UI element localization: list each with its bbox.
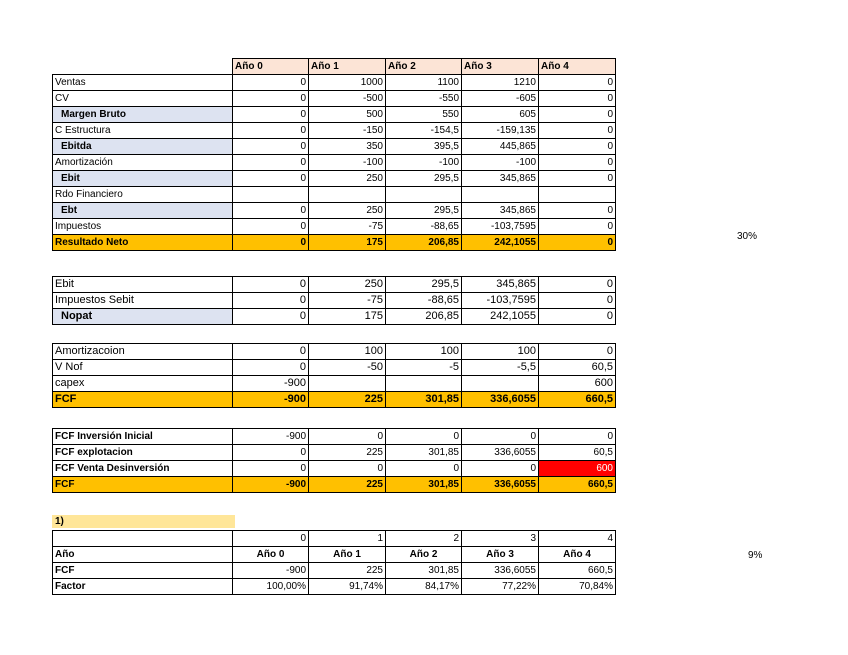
value-cell[interactable]: 0 — [233, 139, 309, 155]
value-cell[interactable]: 345,865 — [462, 171, 539, 187]
value-cell[interactable]: 175 — [309, 309, 386, 325]
value-cell[interactable]: -103,7595 — [462, 219, 539, 235]
section-1-label: 1) — [52, 515, 235, 528]
value-cell[interactable]: 250 — [309, 277, 386, 293]
value-cell[interactable]: 0 — [539, 139, 616, 155]
table-row — [53, 171, 616, 187]
row-label[interactable]: Ebit — [53, 171, 233, 187]
value-cell[interactable]: 600 — [539, 461, 616, 477]
value-cell[interactable]: -100 — [309, 155, 386, 171]
column-header[interactable]: Año 2 — [386, 59, 462, 75]
value-cell[interactable]: 660,5 — [539, 477, 616, 493]
period-cell[interactable]: 2 — [386, 531, 462, 547]
row-label[interactable]: FCF — [53, 563, 233, 579]
row-label[interactable]: Ebitda — [53, 139, 233, 155]
row-label[interactable]: Margen Bruto — [53, 107, 233, 123]
row-label[interactable]: FCF Inversión Inicial — [53, 429, 233, 445]
value-cell[interactable] — [309, 187, 386, 203]
value-cell[interactable]: 0 — [233, 91, 309, 107]
row-label[interactable]: Factor — [53, 579, 233, 595]
table-row — [53, 547, 616, 563]
table-row — [53, 429, 616, 445]
row-label[interactable]: CV — [53, 91, 233, 107]
value-cell[interactable]: -150 — [309, 123, 386, 139]
value-cell[interactable]: Año 3 — [462, 547, 539, 563]
value-cell[interactable]: 0 — [462, 429, 539, 445]
value-cell[interactable]: 0 — [233, 309, 309, 325]
row-label[interactable]: Resultado Neto — [53, 235, 233, 251]
value-cell[interactable]: 295,5 — [386, 171, 462, 187]
value-cell[interactable]: 550 — [386, 107, 462, 123]
value-cell[interactable]: 84,17% — [386, 579, 462, 595]
value-cell[interactable]: -900 — [233, 392, 309, 408]
value-cell[interactable]: 206,85 — [386, 309, 462, 325]
row-label[interactable]: Ventas — [53, 75, 233, 91]
fcf-table — [52, 343, 616, 408]
blank-cell[interactable] — [53, 531, 233, 547]
value-cell[interactable]: 350 — [309, 139, 386, 155]
value-cell[interactable]: 345,865 — [462, 277, 539, 293]
value-cell[interactable]: 0 — [233, 219, 309, 235]
fcf-breakdown-table — [52, 428, 616, 493]
column-header[interactable]: Año 3 — [462, 59, 539, 75]
value-cell[interactable]: 1100 — [386, 75, 462, 91]
value-cell[interactable]: 250 — [309, 203, 386, 219]
value-cell[interactable]: 0 — [539, 219, 616, 235]
value-cell[interactable]: 301,85 — [386, 563, 462, 579]
value-cell[interactable]: -5 — [386, 360, 462, 376]
value-cell[interactable]: 660,5 — [539, 392, 616, 408]
row-label[interactable]: Ebit — [53, 277, 233, 293]
value-cell[interactable]: 0 — [233, 344, 309, 360]
column-header[interactable]: Año 0 — [233, 59, 309, 75]
row-label[interactable]: FCF — [53, 392, 233, 408]
value-cell[interactable]: 242,1055 — [462, 235, 539, 251]
row-label[interactable]: C Estructura — [53, 123, 233, 139]
value-cell[interactable]: -88,65 — [386, 293, 462, 309]
value-cell[interactable]: 0 — [539, 91, 616, 107]
row-label[interactable]: Rdo Financiero — [53, 187, 233, 203]
table-row — [53, 277, 616, 293]
header-row — [53, 59, 616, 75]
row-label[interactable]: FCF — [53, 477, 233, 493]
table-row — [53, 75, 616, 91]
value-cell[interactable]: 100 — [386, 344, 462, 360]
table-row — [53, 235, 616, 251]
value-cell[interactable]: 0 — [539, 171, 616, 187]
value-cell[interactable]: 0 — [539, 309, 616, 325]
value-cell[interactable]: 1000 — [309, 75, 386, 91]
table-row — [53, 155, 616, 171]
value-cell[interactable]: 0 — [309, 429, 386, 445]
row-label[interactable]: FCF explotacion — [53, 445, 233, 461]
row-label[interactable]: Nopat — [53, 309, 233, 325]
value-cell[interactable]: 295,5 — [386, 203, 462, 219]
value-cell[interactable]: -500 — [309, 91, 386, 107]
value-cell[interactable]: 225 — [309, 477, 386, 493]
value-cell[interactable] — [386, 187, 462, 203]
period-row — [53, 531, 616, 547]
row-label[interactable]: V Nof — [53, 360, 233, 376]
value-cell[interactable]: 60,5 — [539, 445, 616, 461]
value-cell[interactable]: -900 — [233, 376, 309, 392]
tax-rate: 30% — [737, 231, 758, 242]
table-row — [53, 579, 616, 595]
value-cell[interactable]: 605 — [462, 107, 539, 123]
value-cell[interactable]: 225 — [309, 392, 386, 408]
table-row — [53, 139, 616, 155]
value-cell[interactable]: 100 — [462, 344, 539, 360]
row-label[interactable]: Año — [53, 547, 233, 563]
value-cell[interactable]: 336,6055 — [462, 392, 539, 408]
value-cell[interactable]: 0 — [539, 235, 616, 251]
value-cell[interactable]: 0 — [386, 461, 462, 477]
value-cell[interactable]: -100 — [462, 155, 539, 171]
value-cell[interactable]: 301,85 — [386, 392, 462, 408]
value-cell[interactable]: 0 — [233, 461, 309, 477]
value-cell[interactable]: 0 — [539, 75, 616, 91]
value-cell[interactable] — [309, 376, 386, 392]
value-cell[interactable]: 0 — [309, 461, 386, 477]
income-statement-table — [52, 58, 616, 251]
value-cell[interactable]: Año 1 — [309, 547, 386, 563]
table-row — [53, 445, 616, 461]
period-cell[interactable]: 1 — [309, 531, 386, 547]
value-cell[interactable]: -50 — [309, 360, 386, 376]
value-cell[interactable]: 0 — [233, 75, 309, 91]
table-row — [53, 344, 616, 360]
value-cell[interactable]: 0 — [233, 171, 309, 187]
value-cell[interactable]: 60,5 — [539, 360, 616, 376]
value-cell[interactable]: -900 — [233, 563, 309, 579]
table-row — [53, 123, 616, 139]
value-cell[interactable]: 0 — [233, 293, 309, 309]
value-cell[interactable]: 0 — [233, 277, 309, 293]
table-row — [53, 392, 616, 408]
value-cell[interactable]: -103,7595 — [462, 293, 539, 309]
value-cell[interactable]: 0 — [233, 203, 309, 219]
value-cell[interactable]: -88,65 — [386, 219, 462, 235]
value-cell[interactable] — [462, 187, 539, 203]
value-cell[interactable]: -900 — [233, 429, 309, 445]
value-cell[interactable] — [233, 187, 309, 203]
column-header[interactable]: Año 1 — [309, 59, 386, 75]
value-cell[interactable]: 225 — [309, 445, 386, 461]
value-cell[interactable]: 295,5 — [386, 277, 462, 293]
value-cell[interactable]: 77,22% — [462, 579, 539, 595]
table-row — [53, 477, 616, 493]
period-cell[interactable]: 4 — [539, 531, 616, 547]
value-cell[interactable]: 0 — [539, 107, 616, 123]
value-cell[interactable] — [386, 376, 462, 392]
value-cell[interactable]: -100 — [386, 155, 462, 171]
value-cell[interactable]: Año 0 — [233, 547, 309, 563]
table-row — [53, 309, 616, 325]
table-row — [53, 219, 616, 235]
value-cell[interactable] — [539, 187, 616, 203]
value-cell[interactable]: 0 — [539, 203, 616, 219]
row-label[interactable]: Impuestos Sebit — [53, 293, 233, 309]
column-header[interactable]: Año 4 — [539, 59, 616, 75]
value-cell[interactable]: 301,85 — [386, 477, 462, 493]
value-cell[interactable]: 0 — [539, 277, 616, 293]
value-cell[interactable]: 0 — [539, 155, 616, 171]
blank-cell[interactable] — [53, 59, 233, 75]
value-cell[interactable]: -75 — [309, 293, 386, 309]
value-cell[interactable]: 250 — [309, 171, 386, 187]
value-cell[interactable]: -550 — [386, 91, 462, 107]
value-cell[interactable]: 336,6055 — [462, 445, 539, 461]
table-row — [53, 187, 616, 203]
value-cell[interactable]: 0 — [386, 429, 462, 445]
value-cell[interactable]: -900 — [233, 477, 309, 493]
value-cell[interactable]: 175 — [309, 235, 386, 251]
value-cell[interactable]: 0 — [233, 360, 309, 376]
value-cell[interactable]: 0 — [233, 445, 309, 461]
row-label[interactable]: Amortización — [53, 155, 233, 171]
value-cell[interactable]: 0 — [539, 429, 616, 445]
value-cell[interactable]: 242,1055 — [462, 309, 539, 325]
nopat-table — [52, 276, 616, 325]
value-cell[interactable]: 0 — [233, 155, 309, 171]
value-cell[interactable]: Año 4 — [539, 547, 616, 563]
value-cell[interactable]: Año 2 — [386, 547, 462, 563]
row-label[interactable]: Ebt — [53, 203, 233, 219]
value-cell[interactable]: -154,5 — [386, 123, 462, 139]
table-row — [53, 461, 616, 477]
value-cell[interactable]: 660,5 — [539, 563, 616, 579]
table-row — [53, 91, 616, 107]
discount-rate: 9% — [748, 550, 763, 561]
period-cell[interactable]: 3 — [462, 531, 539, 547]
table-row — [53, 376, 616, 392]
value-cell[interactable]: 206,85 — [386, 235, 462, 251]
value-cell[interactable]: 100 — [309, 344, 386, 360]
value-cell[interactable]: 301,85 — [386, 445, 462, 461]
value-cell[interactable]: 70,84% — [539, 579, 616, 595]
value-cell[interactable]: 0 — [233, 107, 309, 123]
value-cell[interactable]: 500 — [309, 107, 386, 123]
value-cell[interactable]: 445,865 — [462, 139, 539, 155]
table-row — [53, 563, 616, 579]
period-cell[interactable]: 0 — [233, 531, 309, 547]
value-cell[interactable]: -605 — [462, 91, 539, 107]
value-cell[interactable]: 0 — [539, 123, 616, 139]
table-row — [53, 107, 616, 123]
value-cell[interactable] — [462, 376, 539, 392]
value-cell[interactable]: 345,865 — [462, 203, 539, 219]
value-cell[interactable]: 0 — [233, 123, 309, 139]
value-cell[interactable]: 395,5 — [386, 139, 462, 155]
value-cell[interactable]: 225 — [309, 563, 386, 579]
table-row — [53, 293, 616, 309]
value-cell[interactable]: 336,6055 — [462, 563, 539, 579]
row-label[interactable]: Amortizacoion — [53, 344, 233, 360]
value-cell[interactable]: 600 — [539, 376, 616, 392]
discount-factor-table — [52, 530, 616, 595]
row-label[interactable]: FCF Venta Desinversión — [53, 461, 233, 477]
table-row — [53, 360, 616, 376]
value-cell[interactable]: 1210 — [462, 75, 539, 91]
value-cell[interactable]: 336,6055 — [462, 477, 539, 493]
value-cell[interactable]: -159,135 — [462, 123, 539, 139]
value-cell[interactable]: 0 — [233, 235, 309, 251]
value-cell[interactable]: 0 — [539, 344, 616, 360]
value-cell[interactable]: 91,74% — [309, 579, 386, 595]
value-cell[interactable]: -5,5 — [462, 360, 539, 376]
value-cell[interactable]: 0 — [539, 293, 616, 309]
table-row — [53, 203, 616, 219]
value-cell[interactable]: 100,00% — [233, 579, 309, 595]
row-label[interactable]: Impuestos — [53, 219, 233, 235]
value-cell[interactable]: 0 — [462, 461, 539, 477]
value-cell[interactable]: -75 — [309, 219, 386, 235]
row-label[interactable]: capex — [53, 376, 233, 392]
